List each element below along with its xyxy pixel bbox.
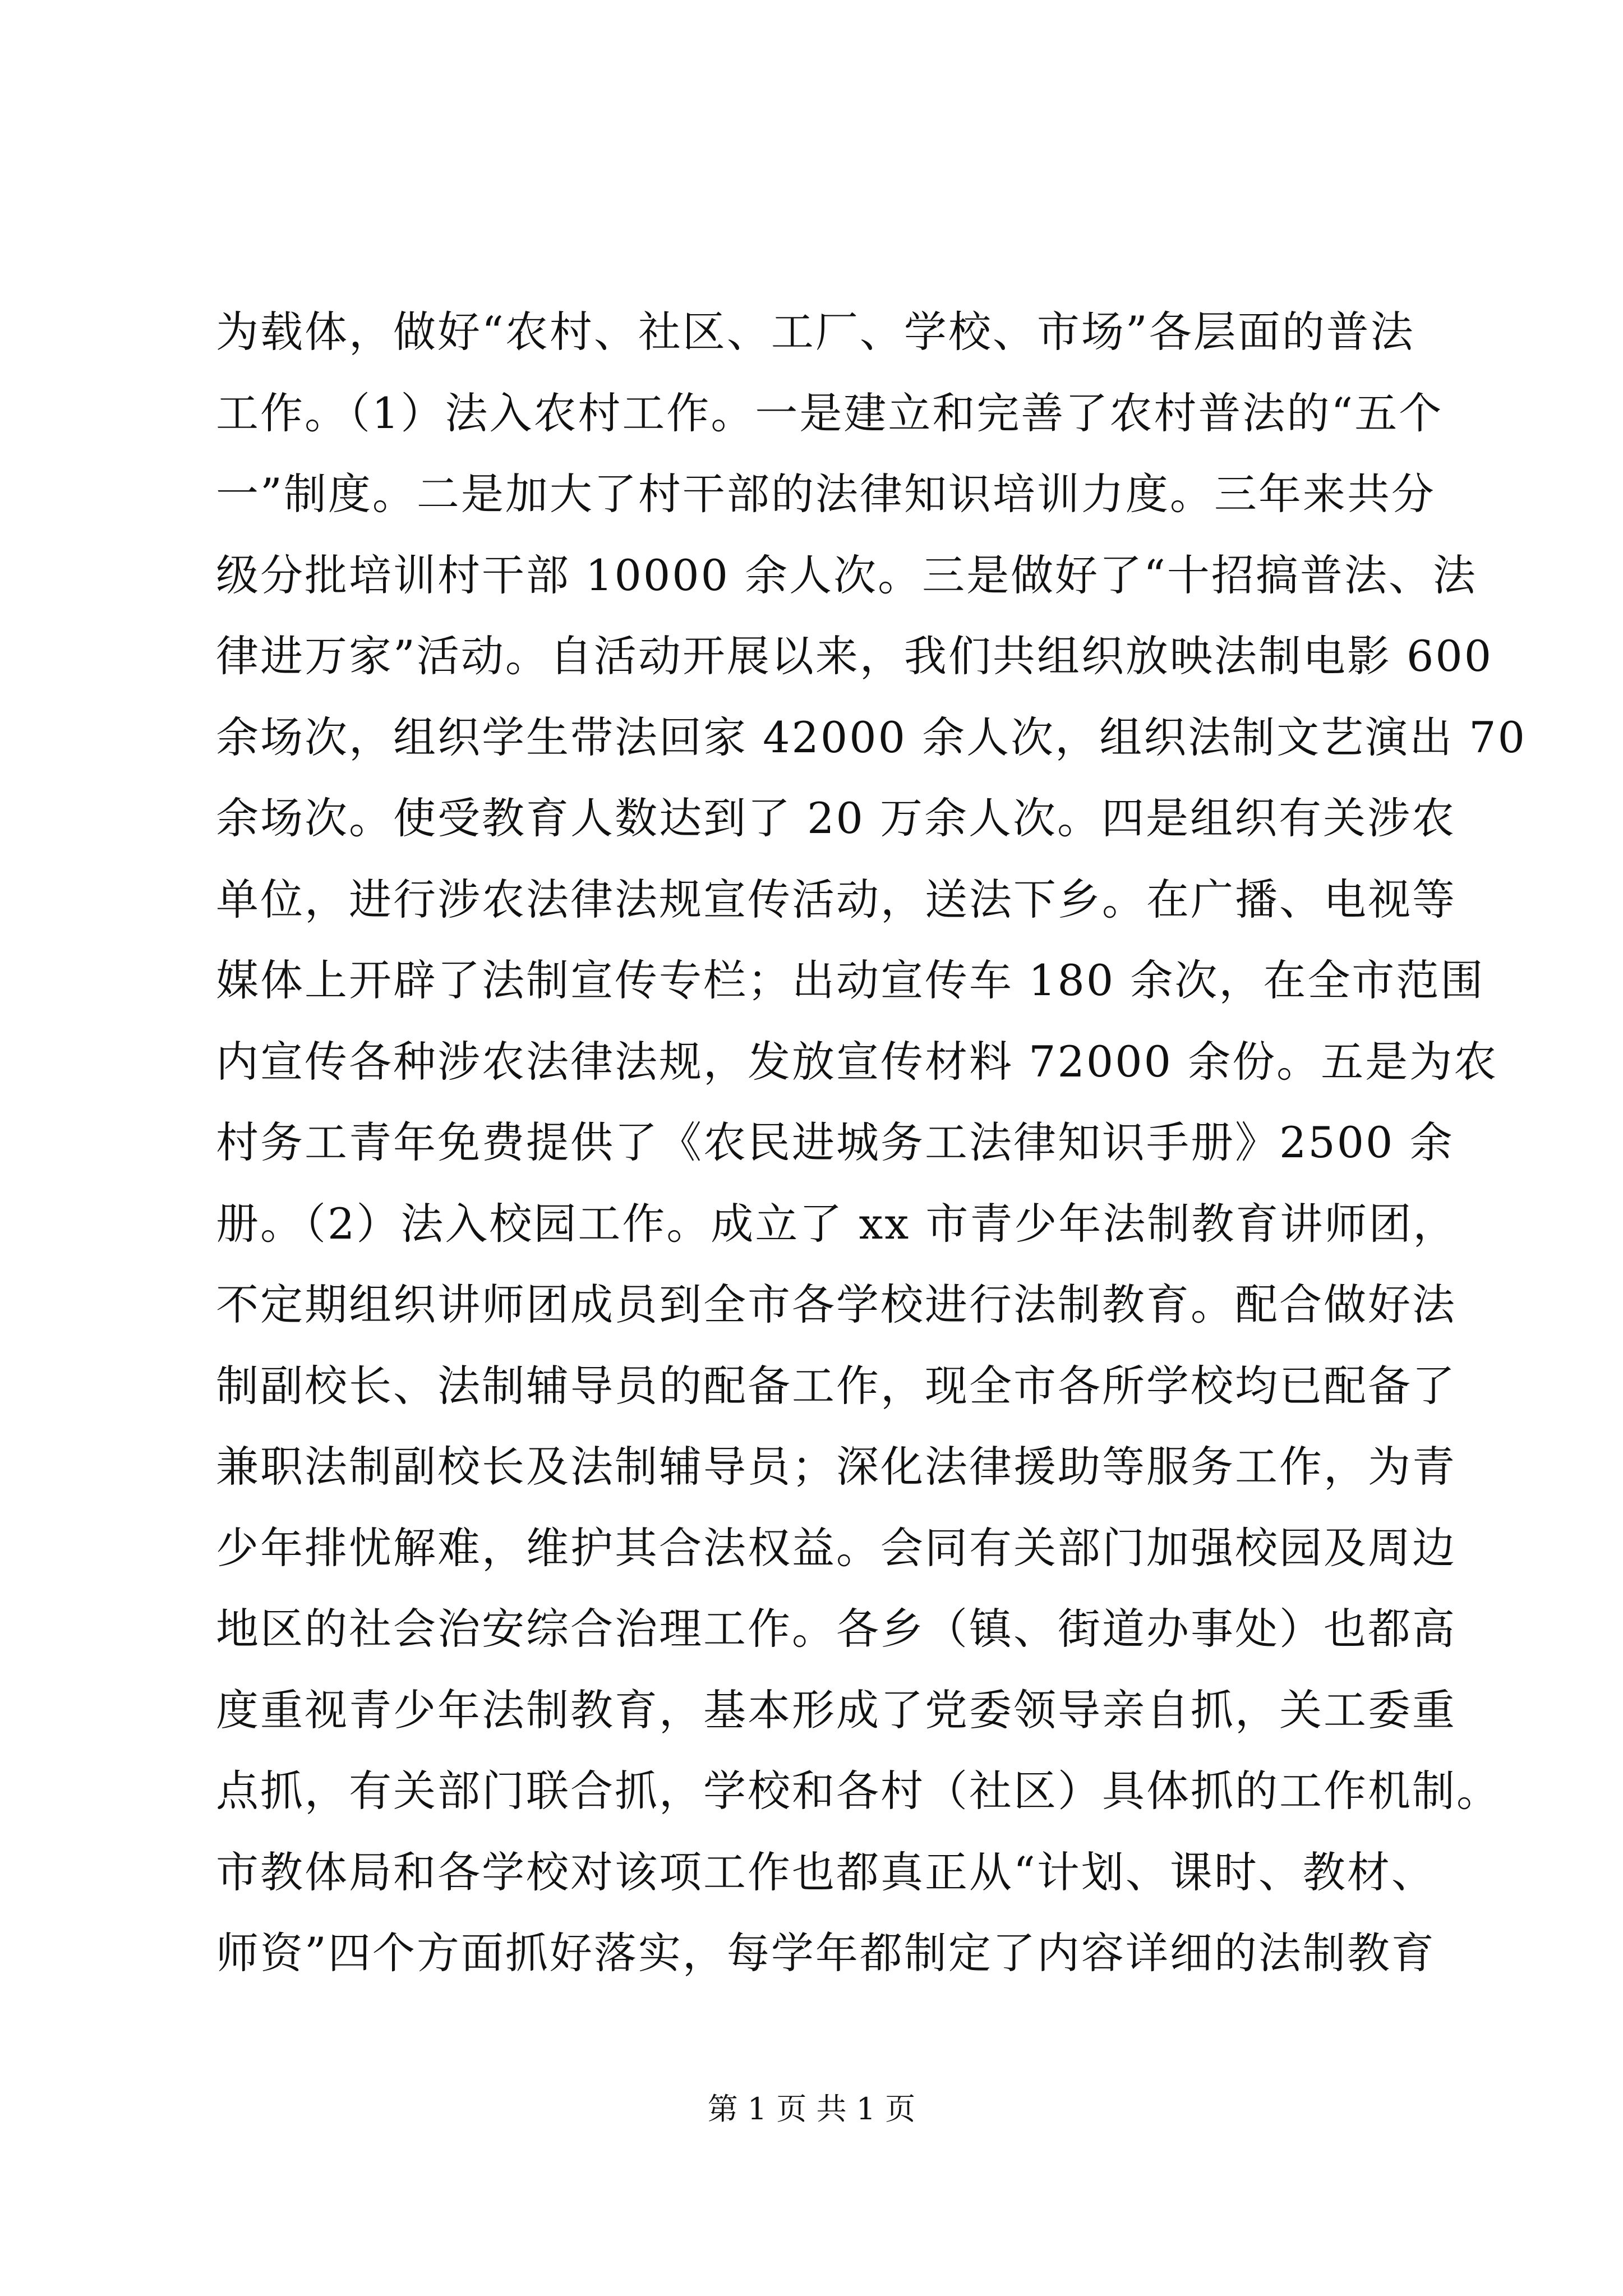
text-line: 一”制度。二是加大了村干部的法律知识培训力度。三年来共分 — [216, 469, 1436, 519]
text-line: 地区的社会治安综合治理工作。各乡（镇、街道办事处）也都高 — [216, 1604, 1456, 1654]
text-line: 级分批培训村干部 10000 余人次。三是做好了“十招搞普法、法 — [216, 550, 1477, 600]
text-line: 余场次，组织学生带法回家 42000 余人次，组织法制文艺演出 70 — [216, 712, 1527, 762]
text-line: 余场次。使受教育人数达到了 20 万余人次。四是组织有关涉农 — [216, 793, 1456, 843]
text-line: 少年排忧解难，维护其合法权益。会同有关部门加强校园及周边 — [216, 1522, 1456, 1573]
text-line: 度重视青少年法制教育，基本形成了党委领导亲自抓，关工委重 — [216, 1685, 1456, 1735]
text-line: 媒体上开辟了法制宣传专栏；出动宣传车 180 余次，在全市范围 — [216, 955, 1485, 1005]
text-line: 内宣传各种涉农法律法规，发放宣传材料 72000 余份。五是为农 — [216, 1036, 1498, 1087]
text-line: 市教体局和各学校对该项工作也都真正从“计划、课时、教材、 — [216, 1847, 1436, 1897]
page-number-label: 第 1 页 共 1 页 — [707, 2091, 916, 2127]
document-body — [216, 292, 1527, 1994]
page-footer — [0, 2087, 1623, 2132]
text-line: 制副校长、法制辅导员的配备工作，现全市各所学校均已配备了 — [216, 1360, 1456, 1411]
text-line: 师资”四个方面抓好落实，每学年都制定了内容详细的法制教育 — [216, 1928, 1436, 1978]
text-line: 工作。（1）法入农村工作。一是建立和完善了农村普法的“五个 — [216, 388, 1444, 438]
text-line: 村务工青年免费提供了《农民进城务工法律知识手册》2500 余 — [216, 1117, 1454, 1167]
text-line: 点抓，有关部门联合抓，学校和各村（社区）具体抓的工作机制。 — [216, 1766, 1501, 1816]
text-line: 不定期组织讲师团成员到全市各学校进行法制教育。配合做好法 — [216, 1280, 1456, 1329]
text-line: 兼职法制副校长及法制辅导员；深化法律援助等服务工作，为青 — [216, 1442, 1456, 1492]
text-line: 律进万家”活动。自活动开展以来，我们共组织放映法制电影 600 — [216, 631, 1493, 681]
text-line: 单位，进行涉农法律法规宣传活动，送法下乡。在广播、电视等 — [216, 874, 1456, 924]
text-line: 册。（2）法入校园工作。成立了 xx 市青少年法制教育讲师团， — [216, 1198, 1458, 1249]
text-line: 为载体，做好“农村、社区、工厂、学校、市场”各层面的普法 — [216, 307, 1415, 357]
